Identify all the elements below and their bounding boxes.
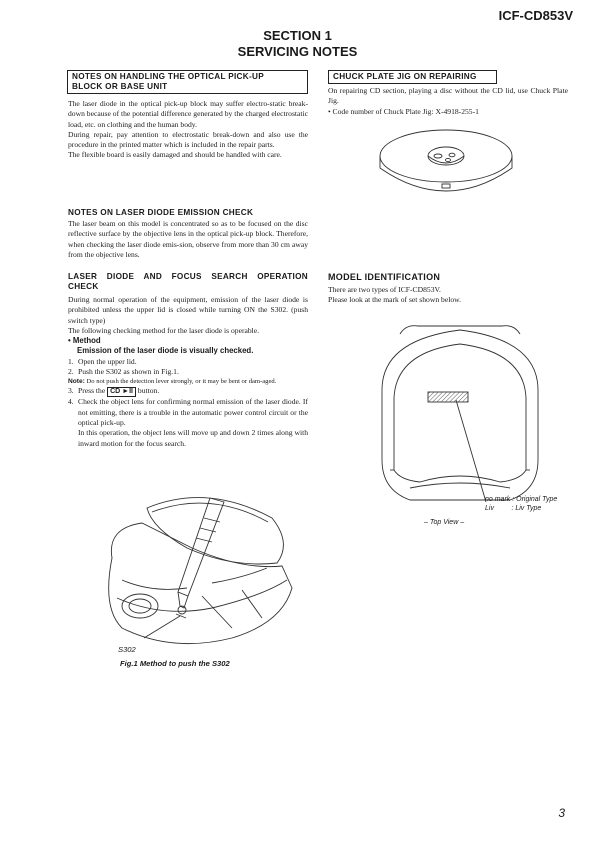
mark-location bbox=[428, 392, 468, 402]
optical-handling-text bbox=[68, 99, 308, 161]
paragraph: The flexible board is easily damaged and should be handled with care. bbox=[68, 150, 282, 160]
step-text: In this operation, the object lens will move up and down 2 times along with inward motion for the focus search. bbox=[78, 428, 308, 448]
list-item bbox=[68, 386, 308, 397]
legend-line: no mark : Original Type bbox=[485, 496, 558, 503]
chuck-plate-jig-illustration bbox=[376, 126, 516, 198]
section-title bbox=[0, 28, 595, 60]
paragraph: The laser diode in the optical pick-up block may suffer electro-static break-down because of the potential difference generated by the charged electrostatic load, etc. on clothing and the human body. bbox=[68, 99, 308, 129]
step-text: button. bbox=[137, 386, 160, 396]
cd-play-button-label: CD ►II bbox=[107, 387, 136, 397]
step-text: Open the upper lid. bbox=[78, 356, 137, 366]
note-label: Note: bbox=[68, 378, 85, 386]
method-label: • Method bbox=[68, 336, 101, 346]
optical-handling-heading bbox=[67, 70, 308, 94]
model-id-text bbox=[328, 285, 568, 306]
fig1-caption: Fig.1 Method to push the S302 bbox=[120, 659, 230, 668]
focus-heading bbox=[68, 272, 308, 293]
step-list bbox=[68, 357, 308, 449]
page-title: SERVICING NOTES bbox=[237, 44, 358, 59]
s302-label: S302 bbox=[118, 645, 136, 654]
emission-text: The laser beam on this model is concentrated so as to be focused on the disc reflective surface by the objective lens in the optical pick-up block. Therefore, when checking the laser diode emis-sion, observe from more than 30 cm away from the objective lens. bbox=[68, 219, 308, 259]
step-text: Push the S302 as shown in Fig.1. bbox=[78, 367, 179, 377]
chuck-plate-heading: CHUCK PLATE JIG ON REPAIRING bbox=[328, 70, 497, 84]
section-number: SECTION 1 bbox=[263, 28, 332, 43]
emission-heading: NOTES ON LASER DIODE EMISSION CHECK bbox=[68, 208, 254, 217]
model-number: ICF-CD853V bbox=[498, 8, 573, 23]
list-item bbox=[68, 367, 308, 377]
fig1-drawing bbox=[109, 498, 292, 644]
paragraph: Please look at the mark of set shown below. bbox=[328, 295, 462, 305]
heading-line: CHECK bbox=[68, 282, 99, 292]
step-number: 4. bbox=[68, 397, 74, 407]
step-number: 3. bbox=[68, 386, 74, 396]
step-number: 1. bbox=[68, 356, 74, 366]
step-text: Check the object lens for confirming normal emission of the laser diode. If not emitting, there is a trouble in the automatic power control circuit or the optical pick-up. bbox=[78, 397, 308, 427]
paragraph: During normal operation of the equipment, emission of the laser diode is prohibited unless the upper lid is closed while turning ON the S302. (push switch type) bbox=[68, 295, 308, 325]
top-view-illustration bbox=[370, 320, 550, 516]
step-text: Press the bbox=[78, 386, 106, 396]
paragraph: On repairing CD section, playing a disc without the CD lid, use Chuck Plate Jig. bbox=[328, 86, 568, 106]
focus-text bbox=[68, 295, 308, 449]
fig1-illustration bbox=[92, 488, 302, 653]
heading-line: NOTES ON HANDLING THE OPTICAL PICK-UP bbox=[72, 72, 264, 81]
paragraph: • Code number of Chuck Plate Jig: X-4918-255-1 bbox=[328, 106, 479, 116]
heading-line: LASER DIODE AND FOCUS SEARCH OPERATION bbox=[68, 272, 308, 281]
list-item bbox=[68, 357, 308, 367]
page-number: 3 bbox=[558, 806, 565, 820]
heading-line: BLOCK OR BASE UNIT bbox=[72, 82, 168, 91]
paragraph: During repair, pay attention to electrostatic break-down and also use the procedure in the printed matter which is included in the repair parts. bbox=[68, 129, 308, 150]
paragraph: There are two types of ICF-CD853V. bbox=[328, 285, 441, 294]
model-legend bbox=[485, 495, 557, 513]
note-text: Do not push the detection lever strongly, or it may be bent or dam-aged. bbox=[86, 378, 277, 386]
list-item bbox=[68, 397, 308, 448]
step-number: 2. bbox=[68, 367, 74, 377]
legend-line: Liv : Liv Type bbox=[485, 505, 542, 512]
chuck-plate-text bbox=[328, 86, 568, 117]
model-id-heading: MODEL IDENTIFICATION bbox=[328, 272, 441, 282]
paragraph: The following checking method for the laser diode is operable. bbox=[68, 325, 260, 335]
top-view-caption: – Top View – bbox=[424, 519, 465, 526]
method-subtitle: Emission of the laser diode is visually checked. bbox=[77, 346, 254, 356]
note bbox=[68, 377, 308, 386]
